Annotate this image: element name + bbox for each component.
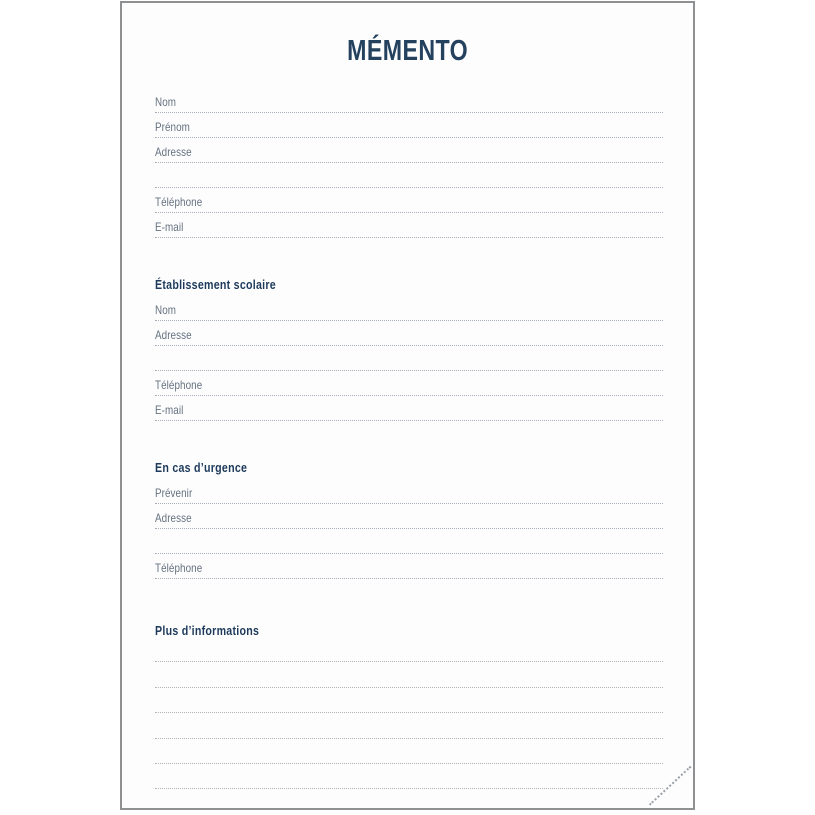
page-title: [122, 34, 693, 68]
field-label-email: E-mail: [155, 220, 184, 234]
dotted-writing-line: [155, 578, 663, 579]
field-row-adresse: [155, 328, 663, 353]
field-row-email: [155, 403, 663, 428]
section-heading-urgence: En cas d’urgence: [155, 460, 248, 475]
field-label-prenom: Prénom: [155, 120, 190, 134]
dotted-writing-line: [155, 788, 663, 789]
field-label-nom: Nom: [155, 303, 177, 317]
dotted-writing-line: [155, 553, 663, 554]
field-row-prenom: [155, 120, 663, 145]
field-row-nom: [155, 95, 663, 120]
page-title-text: MÉMENTO: [347, 35, 468, 67]
dotted-writing-line: [155, 420, 663, 421]
dotted-writing-line: [155, 370, 663, 371]
field-label-telephone: Téléphone: [155, 561, 203, 575]
section-etablissement-scolaire: [155, 278, 663, 428]
field-row-prevenir: [155, 486, 663, 511]
field-row-telephone: [155, 561, 663, 586]
field-label-adresse: Adresse: [155, 511, 192, 525]
field-label-email: E-mail: [155, 403, 184, 417]
section-en-cas-durgence: [155, 461, 663, 586]
dotted-writing-line: [155, 237, 663, 238]
dotted-writing-line: [155, 112, 663, 113]
section-heading-plus-informations: Plus d’informations: [155, 623, 260, 638]
field-row-adresse: [155, 145, 663, 170]
field-row-nom: [155, 303, 663, 328]
dotted-writing-line: [155, 212, 663, 213]
field-label-nom: Nom: [155, 95, 177, 109]
blank-writing-line-row: [155, 637, 663, 662]
page-content: [122, 95, 693, 789]
blank-writing-line-row: [155, 713, 663, 738]
dotted-writing-line: [155, 187, 663, 188]
dotted-writing-line: [155, 320, 663, 321]
dotted-writing-line: [155, 345, 663, 346]
field-label-telephone: Téléphone: [155, 378, 203, 392]
field-label-telephone: Téléphone: [155, 195, 203, 209]
dotted-writing-line: [155, 503, 663, 504]
field-row-telephone: [155, 378, 663, 403]
section-plus-dinformations: [155, 624, 663, 789]
field-row-telephone: [155, 195, 663, 220]
section-personal-info: [155, 95, 663, 245]
blank-writing-line-row: [155, 353, 663, 378]
blank-writing-line-row: [155, 688, 663, 713]
blank-writing-line-row: [155, 662, 663, 687]
blank-writing-line-row: [155, 764, 663, 789]
dotted-writing-line: [155, 395, 663, 396]
blank-writing-line-row: [155, 739, 663, 764]
dotted-writing-line: [155, 162, 663, 163]
blank-writing-line-row: [155, 170, 663, 195]
field-label-prevenir: Prévenir: [155, 486, 193, 500]
field-row-email: [155, 220, 663, 245]
field-label-adresse: Adresse: [155, 328, 192, 342]
section-heading-etablissement: Établissement scolaire: [155, 277, 276, 292]
field-label-adresse: Adresse: [155, 145, 192, 159]
dotted-writing-line: [155, 137, 663, 138]
field-row-adresse: [155, 511, 663, 536]
dotted-writing-line: [155, 528, 663, 529]
blank-writing-line-row: [155, 536, 663, 561]
memento-page: [120, 1, 695, 810]
